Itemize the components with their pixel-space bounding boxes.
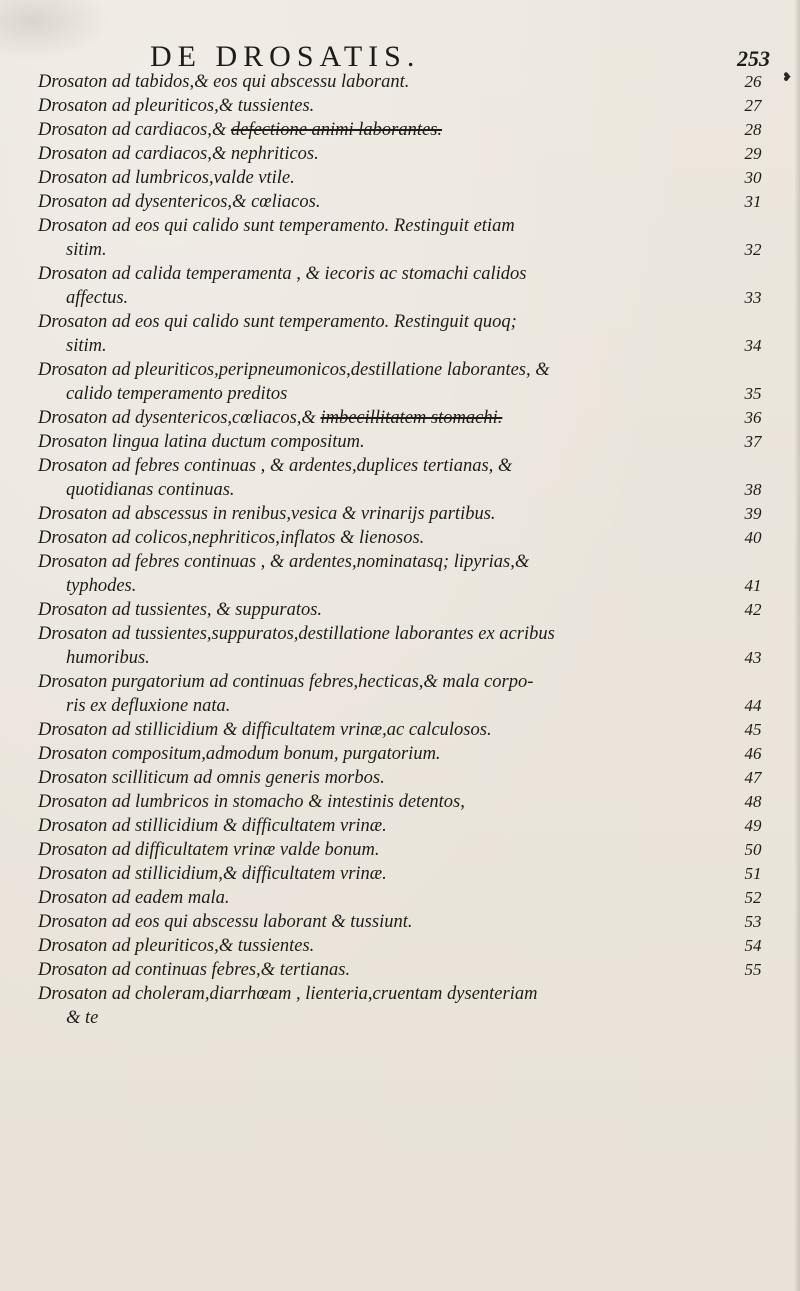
index-entry [38, 742, 773, 766]
margin-mark: ❥ [781, 70, 792, 84]
index-entry [38, 94, 773, 118]
entry-number: 31 [744, 192, 762, 211]
index-entry [38, 214, 773, 262]
entry-text: Drosaton ad stillicidium & difficultatem vrinæ. [38, 816, 387, 836]
entry-text: Drosaton lingua latina ductum compositum. [38, 432, 365, 452]
entry-text: Drosaton ad tabidos,& eos qui abscessu laborant. [38, 72, 410, 92]
entry-continuation: typhodes. [66, 576, 137, 596]
index-entry [38, 166, 773, 190]
entry-text: Drosaton ad eos qui calido sunt temperamento. Restinguit etiam [38, 216, 515, 236]
entry-continuation: ris ex defluxione nata. [66, 696, 231, 716]
index-entry [38, 406, 773, 430]
entry-text: Drosaton ad lumbricos,valde vtile. [38, 168, 295, 188]
entry-text: Drosaton ad abscessus in renibus,vesica & vrinarijs partibus. [38, 504, 496, 524]
entry-number: 39 [744, 504, 762, 523]
index-entry [38, 814, 773, 838]
entry-number: 37 [744, 432, 762, 451]
index-entry [38, 550, 773, 598]
entry-text-lead: Drosaton ad dysentericos,cœliacos,& [38, 408, 321, 428]
index-entry [38, 766, 773, 790]
entry-text: Drosaton ad stillicidium & difficultatem vrinæ,ac calculosos. [38, 720, 492, 740]
entry-number: 44 [744, 696, 762, 715]
index-entry [38, 190, 773, 214]
entry-number: 36 [744, 408, 762, 427]
entry-text [38, 406, 773, 430]
index-entry [38, 358, 773, 406]
index-entry [38, 430, 773, 454]
entry-text: Drosaton ad tussientes,suppuratos,destillatione laborantes ex acribus [38, 624, 555, 644]
entry-text: Drosaton ad difficultatem vrinæ valde bonum. [38, 840, 380, 860]
page-stain [0, 0, 110, 60]
entry-text: Drosaton ad cardiacos,& nephriticos. [38, 144, 319, 164]
entry-text: Drosaton ad eadem mala. [38, 888, 230, 908]
entry-number: 49 [744, 816, 762, 835]
entry-number: 50 [744, 840, 762, 859]
entry-continuation: affectus. [66, 288, 129, 308]
entry-text: Drosaton ad febres continuas , & ardentes,duplices tertianas, & [38, 456, 513, 476]
entry-number: 30 [744, 168, 762, 187]
entry-continuation: sitim. [66, 336, 107, 356]
entry-continuation: quotidianas continuas. [66, 480, 235, 500]
entry-number: 47 [744, 768, 762, 787]
entry-text: Drosaton compositum,admodum bonum, purgatorium. [38, 744, 441, 764]
entry-text: Drosaton ad choleram,diarrhœam , lienteria,cruentam dysenteriam [38, 984, 538, 1004]
index-entry [38, 310, 773, 358]
entry-number: 51 [744, 864, 762, 883]
entry-text: Drosaton ad calida temperamenta , & iecoris ac stomachi calidos [38, 264, 527, 284]
entry-continuation: humoribus. [66, 648, 150, 668]
index-entry [38, 454, 773, 502]
entry-text: Drosaton ad continuas febres,& tertianas. [38, 960, 351, 980]
recipe-index [38, 70, 773, 1030]
entry-text: Drosaton ad eos qui abscessu laborant & tussiunt. [38, 912, 413, 932]
index-entry [38, 622, 773, 670]
index-entry [38, 862, 773, 886]
entry-number: 28 [744, 120, 762, 139]
entry-number: 55 [744, 960, 762, 979]
entry-text: Drosaton ad febres continuas , & ardentes,nominatasq; lipyrias,& [38, 552, 530, 572]
entry-text: Drosaton ad pleuriticos,peripneumonicos,destillatione laborantes, & [38, 360, 550, 380]
index-entry [38, 118, 773, 142]
index-entry [38, 958, 773, 982]
entry-continuation: sitim. [66, 240, 107, 260]
page-edge-shadow [794, 0, 800, 1291]
index-entry [38, 142, 773, 166]
entry-text: Drosaton ad pleuriticos,& tussientes. [38, 936, 315, 956]
index-entry [38, 670, 773, 718]
entry-number: 48 [744, 792, 762, 811]
entry-number: 29 [744, 144, 762, 163]
index-entry [38, 70, 773, 94]
index-entry [38, 934, 773, 958]
entry-number: 33 [744, 288, 762, 307]
entry-number: 27 [744, 96, 762, 115]
entry-text [38, 118, 773, 142]
index-entry [38, 598, 773, 622]
index-entry [38, 790, 773, 814]
entry-text: Drosaton scilliticum ad omnis generis morbos. [38, 768, 385, 788]
header-title: DE DROSATIS. [150, 40, 421, 73]
entry-text: Drosaton ad eos qui calido sunt temperamento. Restinguit quoq; [38, 312, 517, 332]
index-entry [38, 838, 773, 862]
entry-number: 40 [744, 528, 762, 547]
entry-number: 41 [744, 576, 762, 595]
entry-text: Drosaton ad dysentericos,& cœliacos. [38, 192, 321, 212]
entry-number: 32 [744, 240, 762, 259]
index-entry [38, 262, 773, 310]
entry-number: 26 [744, 72, 762, 91]
entry-number: 38 [744, 480, 762, 499]
entry-text-lead: Drosaton ad cardiacos,& [38, 120, 231, 140]
entry-number: 45 [744, 720, 762, 739]
entry-number: 34 [744, 336, 762, 355]
entry-number: 52 [744, 888, 762, 907]
struck-out-text: defectione animi laborantes. [230, 120, 443, 140]
index-entry [38, 718, 773, 742]
entry-text: Drosaton ad tussientes, & suppuratos. [38, 600, 323, 620]
index-entry [38, 886, 773, 910]
entry-number: 42 [744, 600, 762, 619]
entry-continuation: & te [66, 1008, 99, 1028]
entry-continuation: calido temperamento preditos [66, 384, 288, 404]
entry-number: 43 [744, 648, 762, 667]
entry-number: 46 [744, 744, 762, 763]
index-entry [38, 502, 773, 526]
struck-out-text: imbecillitatem stomachi. [320, 408, 503, 428]
entry-text: Drosaton ad lumbricos in stomacho & intestinis detentos, [38, 792, 465, 812]
page-number: 253 [737, 46, 770, 71]
index-entry [38, 526, 773, 550]
entry-text: Drosaton ad pleuriticos,& tussientes. [38, 96, 315, 116]
entry-text: Drosaton purgatorium ad continuas febres,hecticas,& mala corpo- [38, 672, 534, 692]
entry-text: Drosaton ad colicos,nephriticos,inflatos & lienosos. [38, 528, 425, 548]
index-entry [38, 910, 773, 934]
entry-number: 54 [744, 936, 762, 955]
entry-number: 53 [744, 912, 762, 931]
entry-number: 35 [744, 384, 762, 403]
index-entry [38, 982, 773, 1030]
entry-text: Drosaton ad stillicidium,& difficultatem vrinæ. [38, 864, 387, 884]
